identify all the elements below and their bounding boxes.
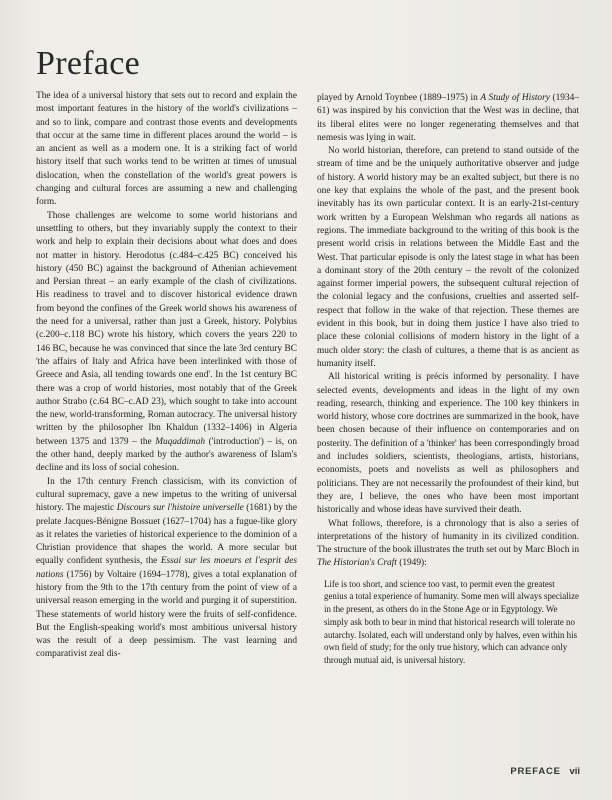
paragraph: What follows, therefore, is a chronology that is also a series of interpretations of the history of humanity in its civilized condition. The structure of the book illustrates the truth set out by Marc Bloch in The Historian's Craft (1949): <box>317 518 579 569</box>
running-footer-label: PREFACE <box>510 766 561 777</box>
paragraph: The idea of a universal history that sets out to record and explain the most important features in the history of the world's civilizations – and so to link, compare and contrast those events and developments that occur at the same time in different places around the world – is an ancient as well as a modern one. It is a striking fact of world history itself that such works tend to be written at times of unusual dislocation, when the constellation of the world's great powers is changing and cultural forces are assuming a new and challenging form. <box>36 91 297 208</box>
right-column <box>317 92 579 667</box>
paragraph: played by Arnold Toynbee (1889–1975) in A Study of History (1934–61) was inspired by his conviction that the West was in decline, that its liberal elites were no longer regenerating themselves and that nemesis was lying in wait. <box>317 93 579 143</box>
paragraph: No world historian, therefore, can pretend to stand outside of the stream of time and be the uniquely authoritative observer and judge of history. A world history may be an exalted subject, but there is no one key that explains the whole of the past, and the present book inevitably has its own particular context. It is an early-21st-century work written by a European Welshman who regards all nations as regions. The immediate background to the writing of this book is the present world crisis in relations between the Middle East and the West. That particular episode is only the latest stage in what has been a dominant story of the 20th century – the revolt of the colonized against former imperial powers, the subsequent cultural rejection of the colonial legacy and the confusions, cruelties and asserted self-respect that follow in the wake of that rejection. These themes are evident in this book, but in doing them justice I have also tried to place these colonial collisions of modern history in the light of a much older story: the clash of cultures, a theme that is as ancient as humanity itself. <box>317 146 579 369</box>
page-footer <box>510 766 580 777</box>
paragraph: Those challenges are welcome to some world historians and unsettling to others, but they invariably supply the context to their work and help to explain their decisions about what does and does not matter in history. Herodotus (c.484–c.425 BC) conceived his history (450 BC) against the background of Athenian achievement and Persian threat – an early example of the clash of civilizations. His readiness to travel and to discover historical evidence drawn from beyond the confines of the Greek world shows his awareness of the need for a universal, rather than just a Greek, history. Polybius (c.200–c.118 BC) wrote his history, which covers the years 220 to 146 BC, because he was convinced that since the late 3rd century BC 'the affairs of Italy and Africa have been interlinked with those of Greece and Asia, all tending towards one end'. In the 1st century BC there was a crop of world histories, most notably that of the Greek author Strabo (c.64 BC–c.AD 23), which sought to take into account the new, world-transforming, Roman autocracy. The universal history written by the philosopher Ibn Khaldun (1332–1406) in Algeria between 1375 and 1379 – the Muqaddimah ('introduction') – is, on the other hand, deeply marked by the author's awareness of Islam's decline and its loss of social cohesion. <box>36 210 297 474</box>
quote-text: Life is too short, and science too vast, to permit even the greatest genius a total experience of humanity. Some men will always specialize in the present, as others do in the Stone Age or in Egyptology. We simply ask both to bear in mind that historical research will tolerate no autarchy. Isolated, each will understand only by halves, even within his own field of study; for the only true history, which can advance only through mutual aid, is universal history. <box>324 578 579 665</box>
page-number: vii <box>569 766 580 777</box>
left-column <box>36 90 297 662</box>
paragraph: In the 17th century French classicism, with its conviction of cultural supremacy, gave a new impetus to the writing of universal history. The majestic Discours sur l'histoire universelle (1681) by the prelate Jacques-Bénigne Bossuet (1627–1704) has a fugue-like glory as it relates the varieties of historical experience to the dominion of a Christian providence that shapes the world. A more secular but equally confident synthesis, the Essai sur les moeurs et l'esprit des nations (1756) by Voltaire (1694–1778), gives a total explanation of history from the 9th to the 17th century from the point of view of a universal reason emerging in the world and purging it of superstition. These statements of world history were the fruits of self-confidence. But the English-speaking world's most ambitious universal history was the result of a deep pessimism. The vast learning and comparativist zeal dis- <box>36 476 297 660</box>
paragraph: All historical writing is précis informed by personality. I have selected events, developments and ideas in the light of my own reading, research, thinking and experience. The 100 key thinkers in world history, whose core doctrines are summarized in the book, have been chosen because of their influence on contemporaries and on posterity. The definition of a 'thinker' has been correspondingly broad and includes soldiers, scientists, theologians, artists, historians, economists, poets and novelists as well as philosophers and politicians. They are not necessarily the profoundest of their kind, but they are, I believe, the ones who have been most important historically and whose ideas have survived their death. <box>317 372 579 516</box>
page-title: Preface <box>36 44 141 82</box>
block-quote <box>324 578 579 667</box>
